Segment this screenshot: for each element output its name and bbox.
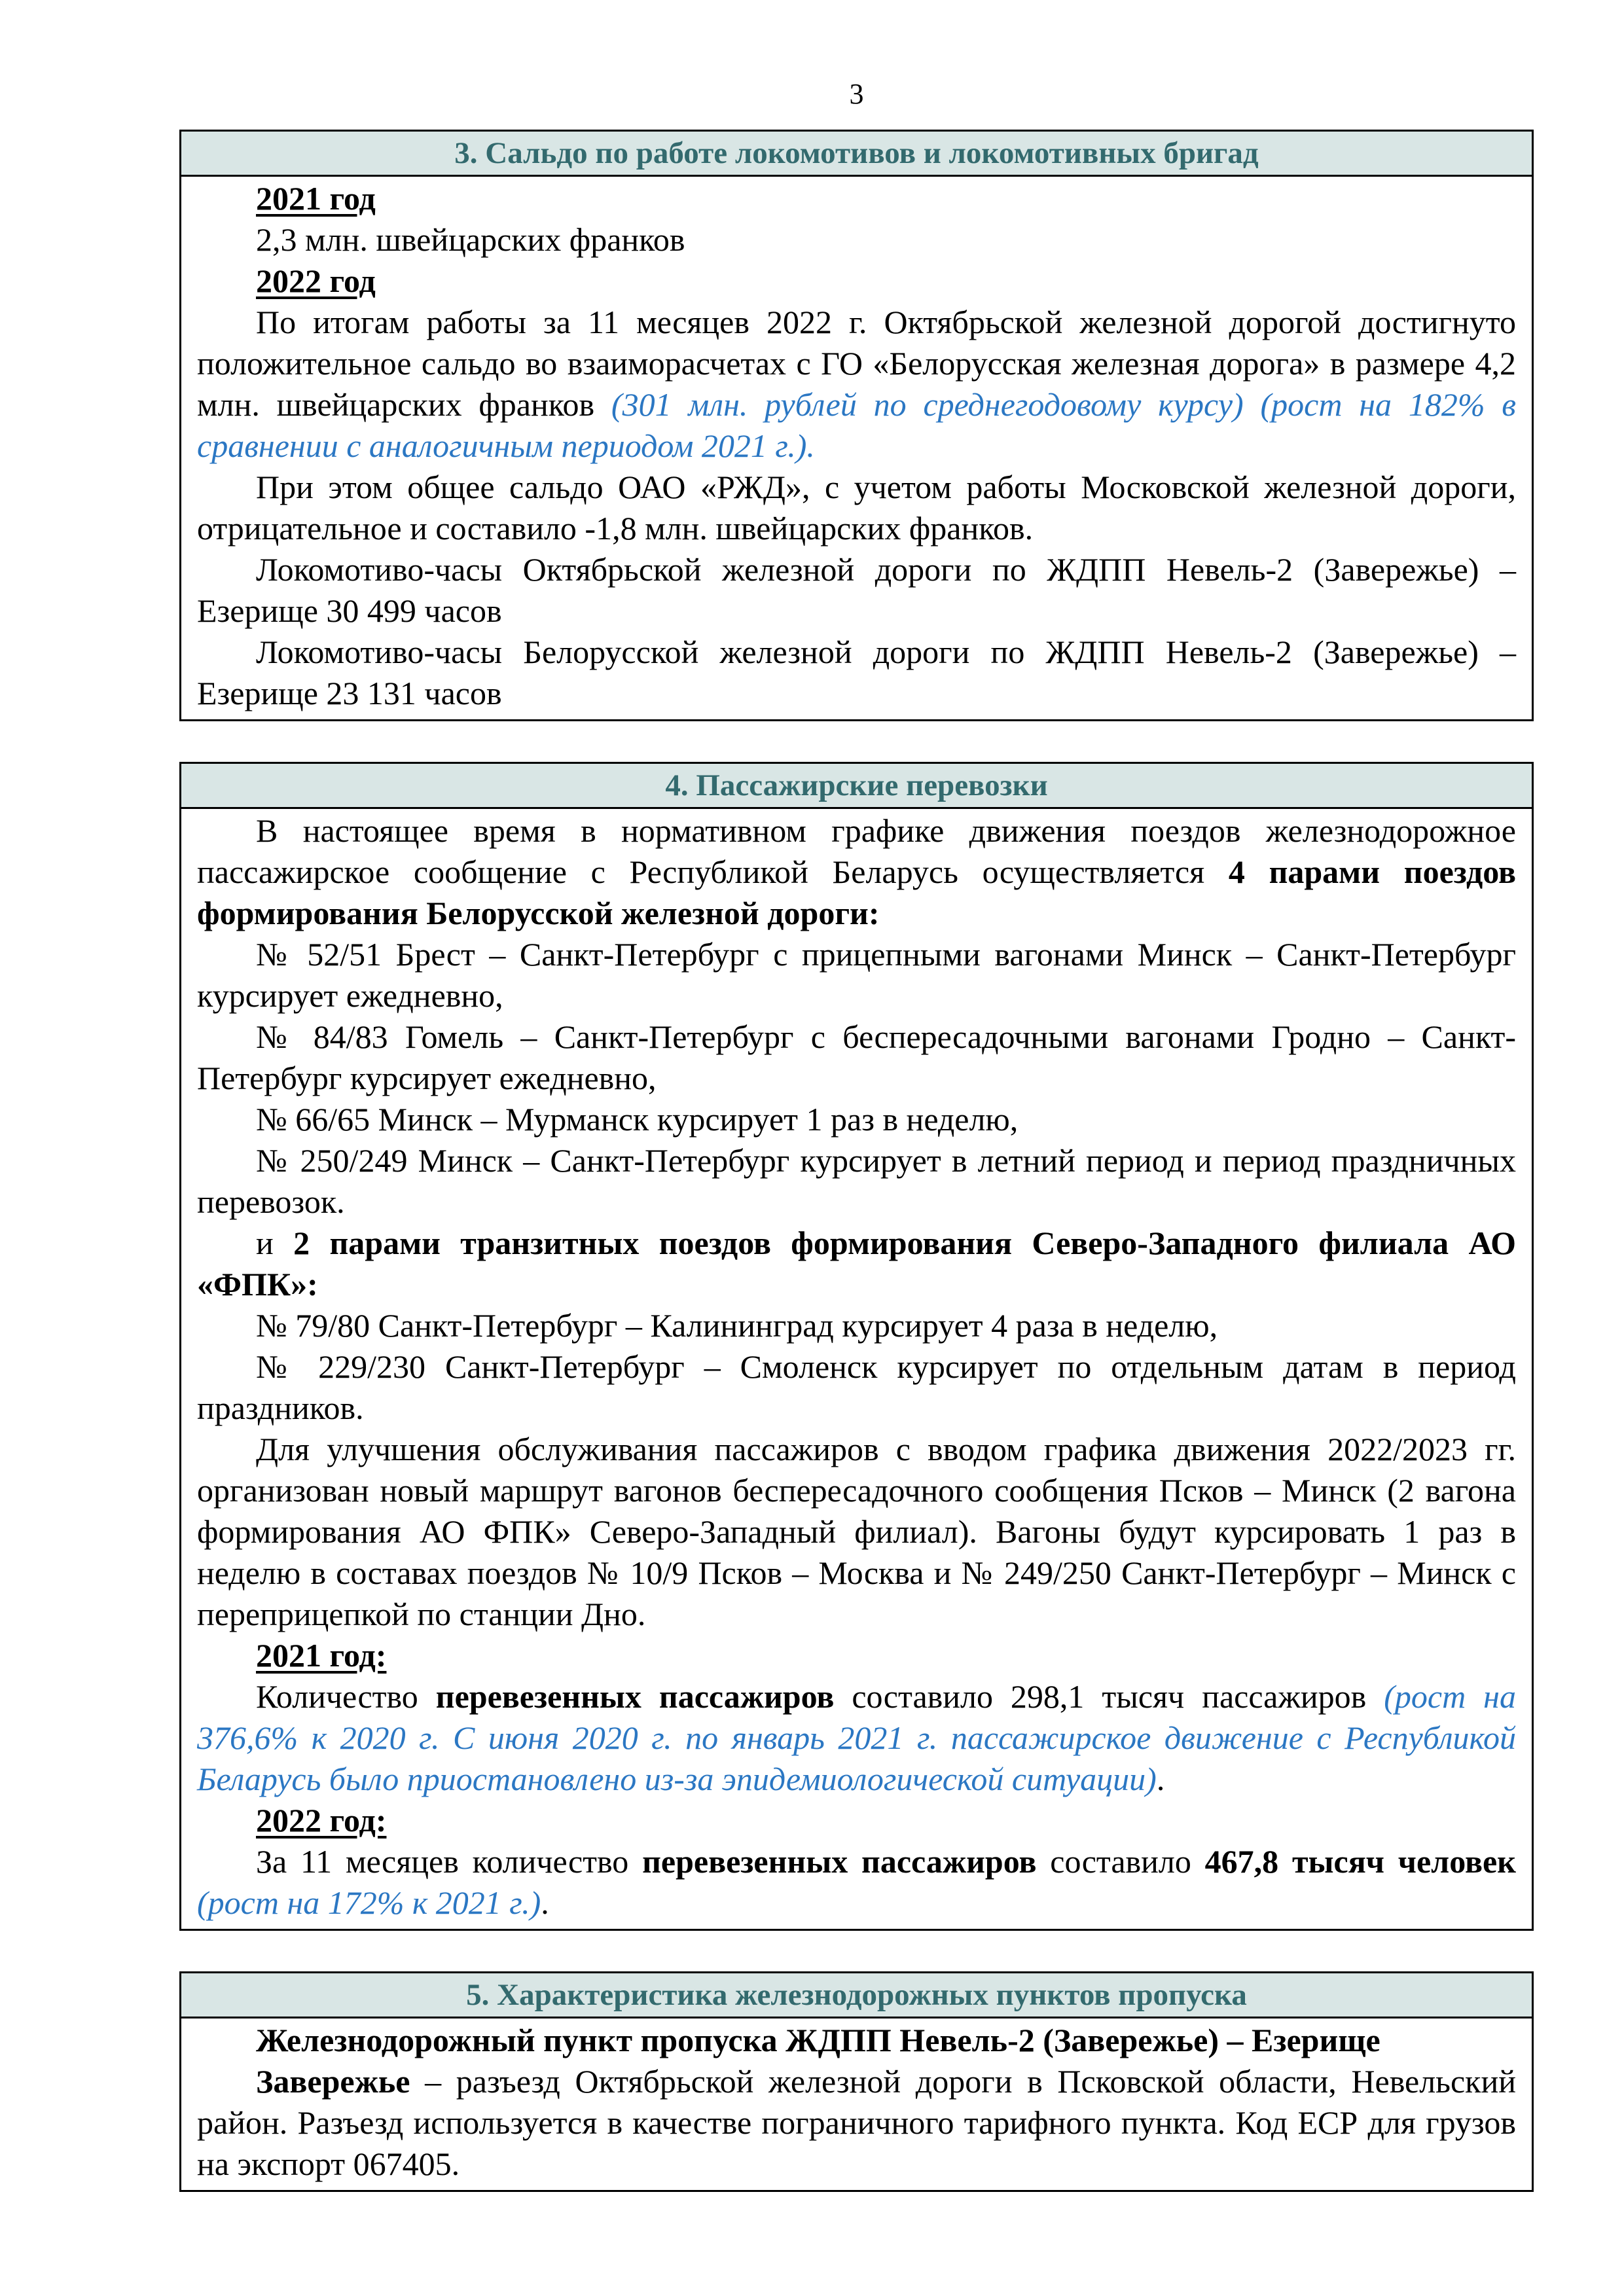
text-run: и [256,1225,294,1261]
text-run: По итогам работы за 11 месяцев 2022 г. Октябрьской железной дорогой достигнуто положительное сальдо во взаиморасчетах с ГО «Белорусская железная дорога» в размере 4,2 млн. швейцарских франков [197,304,1516,423]
section-box-passenger [179,762,1534,1931]
paragraph [197,934,1516,1016]
text-run: Количество [256,1678,436,1715]
paragraph [197,632,1516,714]
text-run: 2022 год: [256,1802,387,1839]
text-run: № 250/249 Минск – Санкт-Петербург курсирует в летний период и период праздничных перевозок. [197,1142,1516,1220]
paragraph [197,2020,1516,2061]
page-number: 3 [849,78,864,110]
section-body-checkpoints [181,2018,1532,2190]
text-run: (301 млн. рублей по среднегодовому курсу) (рост на 182% в сравнении с аналогичным периодом 2021 г.). [197,386,1516,464]
section-title-passenger: 4. Пассажирские перевозки [181,764,1532,809]
text-run: составило [1036,1843,1205,1880]
section-body-saldo [181,177,1532,719]
paragraph [197,1429,1516,1635]
text-run: № 229/230 Санкт-Петербург – Смоленск курсирует по отдельным датам в период праздников. [197,1348,1516,1426]
text-run: 2 парами транзитных поездов формирования Северо-Западного филиала АО «ФПК»: [197,1225,1516,1302]
text-run: Локомотиво-часы Белорусской железной дороги по ЖДПП Невель-2 (Завережье) – Езерище 23 131 часов [197,634,1516,711]
section-box-saldo [179,130,1534,721]
section-box-checkpoints [179,1971,1534,2192]
text-run: – разъезд Октябрьской железной дороги в Псковской области, Невельский район. Разъезд используется в качестве пограничного тарифного пункта. Код ЕСР для грузов на экспорт 067405. [197,2063,1516,2182]
paragraph [197,1635,1516,1676]
text-run: № 52/51 Брест – Санкт-Петербург с прицепными вагонами Минск – Санкт-Петербург курсирует ежедневно, [197,936,1516,1014]
paragraph [197,1305,1516,1346]
paragraph [197,260,1516,302]
paragraph [197,302,1516,467]
text-run: Локомотиво-часы Октябрьской железной дороги по ЖДПП Невель-2 (Завережье) – Езерище 30 499 часов [197,551,1516,629]
section-title-saldo: 3. Сальдо по работе локомотивов и локомотивных бригад [181,132,1532,177]
text-run: перевезенных пассажиров [435,1678,835,1715]
text-run: Для улучшения обслуживания пассажиров с вводом графика движения 2022/2023 гг. организован новый маршрут вагонов беспересадочного сообщения Псков – Минск (2 вагона формирования АО ФПК» Северо-Западный филиал). Вагоны будут курсировать 1 раз в неделю в составах поездов № 10/9 Псков – Москва и № 249/250 Санкт-Петербург – Минск с переприцепкой по станции Дно. [197,1431,1516,1632]
paragraph [197,1676,1516,1800]
section-body-passenger [181,809,1532,1929]
text-run: 2,3 млн. швейцарских франков [256,221,685,258]
paragraph [197,1841,1516,1924]
text-run: (рост на 172% к 2021 г.) [197,1884,541,1921]
text-run: составило 298,1 тысяч пассажиров [834,1678,1384,1715]
paragraph [197,549,1516,632]
text-run: 467,8 тысяч человек [1204,1843,1516,1880]
text-run: № 84/83 Гомель – Санкт-Петербург с беспересадочными вагонами Гродно – Санкт-Петербург курсирует ежедневно, [197,1018,1516,1096]
paragraph [197,1140,1516,1223]
paragraph [197,467,1516,549]
text-run: . [1156,1761,1165,1797]
text-run: В настоящее время в нормативном графике движения поездов железнодорожное пассажирское сообщение с Республикой Беларусь осуществляется [197,812,1516,890]
paragraph [197,1346,1516,1429]
text-run: 2022 год [256,262,376,299]
text-run: 4 парами поездов формирования Белорусской железной дороги: [197,853,1516,931]
text-run: 2021 год [256,180,376,217]
text-run: № 79/80 Санкт-Петербург – Калининград курсирует 4 раза в неделю, [256,1307,1218,1344]
text-run: При этом общее сальдо ОАО «РЖД», с учетом работы Московской железной дороги, отрицательное и составило -1,8 млн. швейцарских франков. [197,469,1516,547]
paragraph [197,1016,1516,1099]
paragraph [197,1800,1516,1841]
paragraph [197,2061,1516,2185]
text-run: За 11 месяцев количество [256,1843,643,1880]
paragraph [197,810,1516,934]
text-run: перевезенных пассажиров [642,1843,1037,1880]
paragraph [197,1223,1516,1305]
text-run: (рост на 376,6% к 2020 г. С июня 2020 г. по январь 2021 г. пассажирское движение с Республикой Беларусь было приостановлено из-за эпидемиологической ситуации) [197,1678,1516,1797]
section-title-checkpoints: 5. Характеристика железнодорожных пунктов пропуска [181,1973,1532,2018]
text-run: . [541,1884,549,1921]
text-run: № 66/65 Минск – Мурманск курсирует 1 раз в неделю, [256,1101,1019,1138]
paragraph [197,1099,1516,1140]
text-run: Железнодорожный пункт пропуска ЖДПП Невель-2 (Завережье) – Езерище [256,2022,1380,2058]
text-run: 2021 год: [256,1637,387,1674]
paragraph [197,178,1516,219]
text-run: Завережье [256,2063,410,2100]
paragraph [197,219,1516,260]
